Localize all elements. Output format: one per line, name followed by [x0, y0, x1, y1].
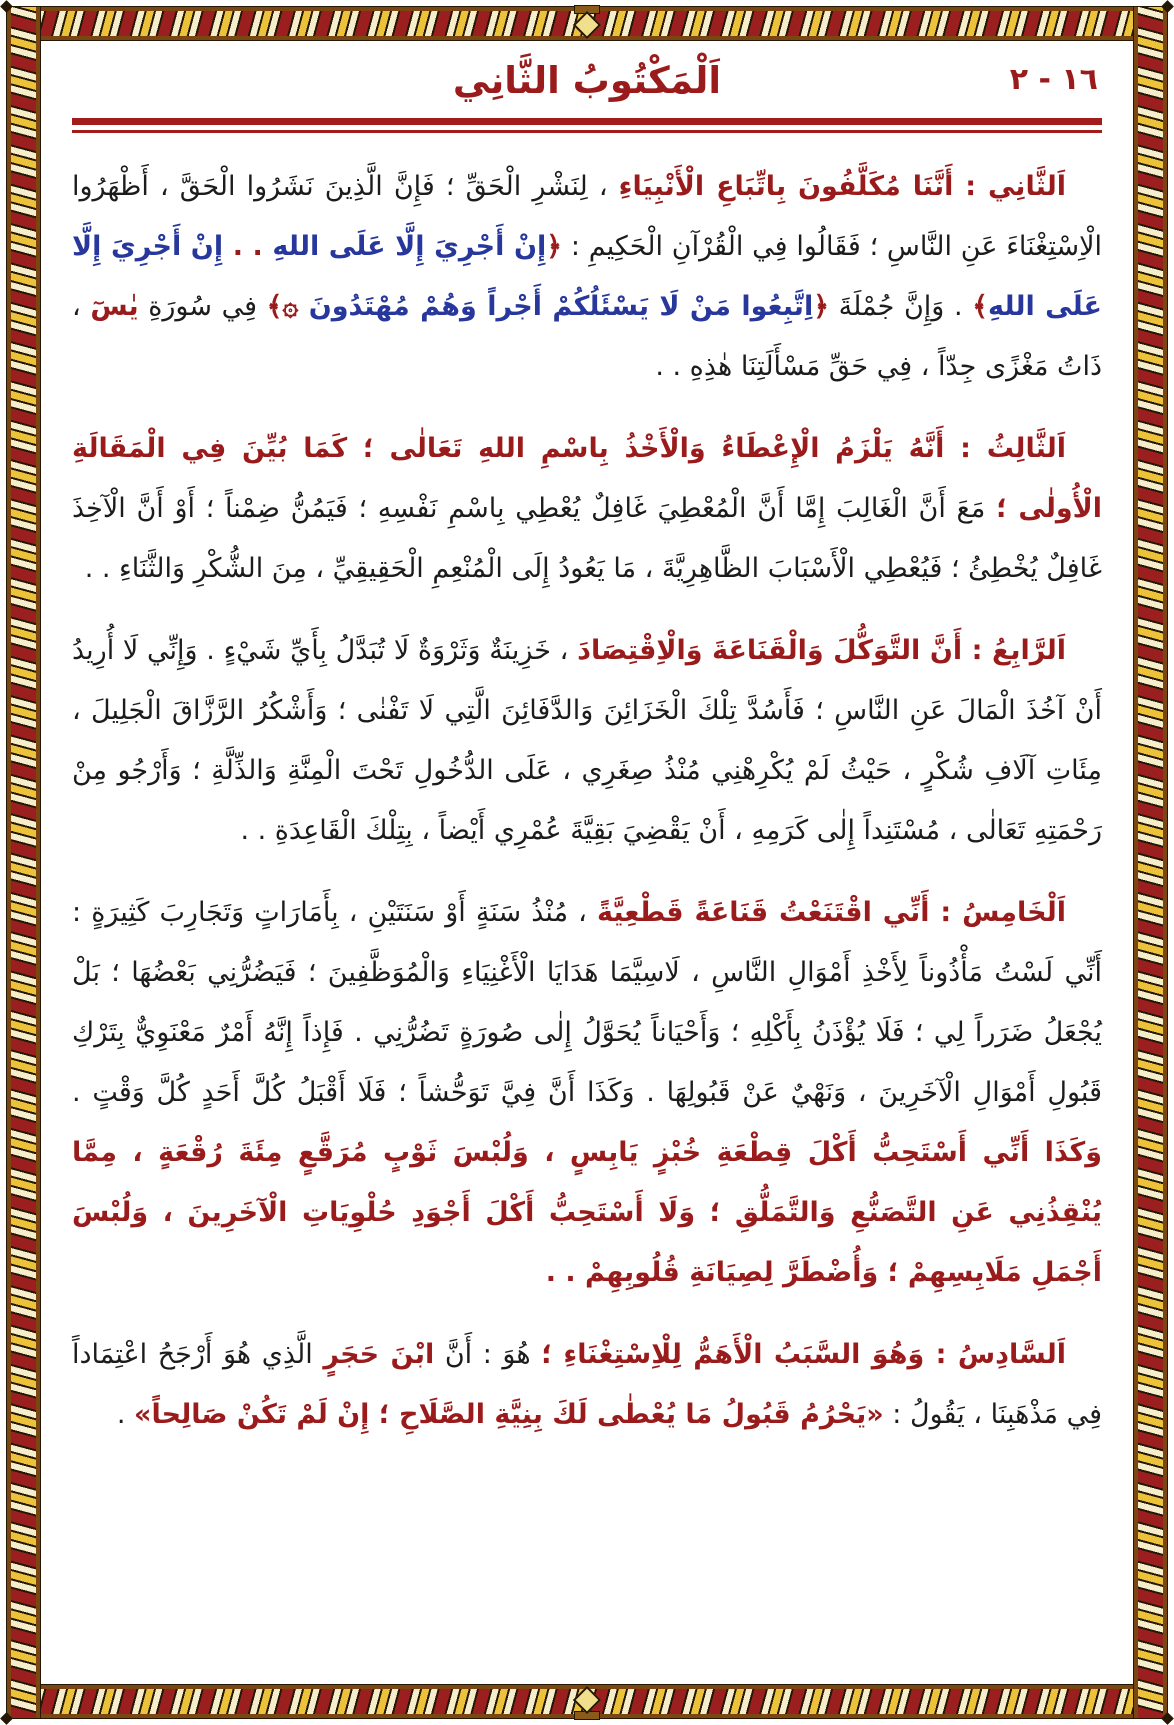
text-segment: ، مُنْذُ سَنَةٍ أَوْ سَنَتَيْنِ ، بِأَمَارَاتٍ وَتَجَارِبَ كَثِيرَةٍ : أَنِّي لَسْتُ مَأْذُوناً لِأَخْذِ أَمْوَالِ النَّاسِ ، لَاسِيَّمَا هَدَايَا الْأَغْنِيَاءِ وَالْمُوَظَّفِينَ ؛ فَيَضُرُّنِي بَعْضُهَا ؛ بَلْ يُجْعَلُ ضَرَراً لِي ؛ فَلَا يُؤْذَنُ بِأَكْلِهِ ؛ وَأَحْيَاناً يُحَوَّلُ إِلٰى صُورَةٍ تَضُرُّنِي . فَإِذاً إِنَّهُ أَمْرٌ مَعْنَوِيٌّ بِتَرْكِ قَبُولِ أَمْوَالِ الْآخَرِينَ ، وَنَهْيٌ عَنْ قَبُولِهَا . وَكَذَا أَنَّ فِيَّ تَوَحُّشاً ؛ فَلَا أَقْبَلُ كُلَّ أَحَدٍ كُلَّ وَقْتٍ .	[72, 897, 1102, 1108]
paragraph-point-sixth	[72, 1325, 1102, 1445]
paragraph-point-fourth	[72, 621, 1102, 861]
text-segment: ﴾	[972, 291, 988, 322]
text-segment: اَلثَّالِثُ : أَنَّهُ يَلْزَمُ الْإِعْطَاءُ وَالْأَخْذُ بِاسْمِ اللهِ تَعَالٰى ؛ كَمَا بُيِّنَ فِي الْمَقَالَةِ الْأُولٰى ؛	[72, 433, 1102, 524]
page-header	[72, 52, 1102, 110]
text-segment: ﴿	[813, 291, 830, 322]
text-segment: «يَحْرُمُ قَبُولُ مَا يُعْطٰى لَكَ بِنِيَّةِ الصَّلَاحِ ؛ إِنْ لَمْ تَكُنْ صَالِحاً»	[134, 1399, 884, 1430]
text-segment: ﴿	[546, 231, 563, 262]
text-segment: فِي سُورَةِ	[138, 291, 267, 322]
text-segment: مَعَ أَنَّ الْغَالِبَ إِمَّا أَنَّ الْمُعْطِيَ غَافِلٌ يُعْطِي بِاسْمِ نَفْسِهِ ؛ فَيَمُنُّ ضِمْناً ؛ أَوْ أَنَّ الْآخِذَ غَافِلٌ يُخْطِئُ ؛ فَيُعْطِي الْأَسْبَابَ الظَّاهِرِيَّةَ ، مَا يَعُودُ إِلَى الْمُنْعِمِ الْحَقِيقِيِّ ، مِنَ الشُّكْرِ وَالثَّنَاءِ . .	[72, 493, 1102, 584]
text-segment: ، خَزِينَةٌ وَثَرْوَةٌ لَا تُبَدَّلُ بِأَيِّ شَيْءٍ . وَإِنِّي لَا أُرِيدُ أَنْ آخُذَ الْمَالَ عَنِ النَّاسِ ؛ فَأَسُدَّ تِلْكَ الْخَزَائِنَ وَالدَّفَائِنَ الَّتِي لَا تَفْنٰى ؛ وَأَشْكُرُ الرَّزَّاقَ الْجَلِيلَ ، مِئَاتِ آلَافِ شُكْرٍ ، حَيْثُ لَمْ يُكْرِهْنِي مُنْذُ صِغَرِي ، عَلَى الدُّخُولِ تَحْتَ الْمِنَّةِ وَالذِّلَّةِ ؛ وَأَرْجُو مِنْ رَحْمَتِهِ تَعَالٰى ، مُسْتَنِداً إِلٰى كَرَمِهِ ، أَنْ يَقْضِيَ بَقِيَّةَ عُمْرِي أَيْضاً ، بِتِلْكَ الْقَاعِدَةِ . .	[72, 635, 1102, 846]
text-segment: إِنْ أَجْرِيَ إِلَّا عَلَى اللهِ	[272, 231, 547, 262]
page-number: ١٦ - ٢	[1009, 62, 1098, 97]
text-segment: اَلْخَامِسُ : أَنِّي اقْتَنَعْتُ قَنَاعَةً قَطْعِيَّةً	[596, 897, 1066, 928]
frame-left-border	[7, 7, 40, 1718]
text-segment: . وَإِنَّ جُمْلَةَ	[829, 291, 973, 322]
text-segment: .	[116, 1399, 135, 1430]
text-segment: اِتَّبِعُوا مَنْ لَا يَسْئَلُكُمْ أَجْراً وَهُمْ مُهْتَدُونَ	[308, 291, 814, 322]
text-segment: اَلرَّابِعُ : أَنَّ التَّوَكُّلَ وَالْقَنَاعَةَ وَالْاِقْتِصَادَ	[577, 635, 1066, 666]
text-segment: يٰسٓ	[90, 291, 139, 322]
page-title: اَلْمَكْتُوبُ الثَّانِي	[452, 59, 722, 102]
page-content	[72, 52, 1102, 1669]
paragraph-point-third	[72, 419, 1102, 599]
text-segment: الَّذِي هُوَ أَرْجَحُ اعْتِمَاداً فِي مَذْهَبِنَا ، يَقُولُ :	[72, 1339, 1102, 1430]
text-segment: وَكَذَا أَنِّي أَسْتَحِبُّ أَكْلَ قِطْعَةِ خُبْزٍ يَابِسٍ ، وَلُبْسَ ثَوْبٍ مُرَقَّعٍ مِئَةَ رُقْعَةٍ ، مِمَّا يُنْقِذُنِي عَنِ التَّصَنُّعِ وَالتَّمَلُّقِ ؛ وَلَا أَسْتَحِبُّ أَكْلَ أَجْوَدِ حُلْوِيَاتِ الْآخَرِينَ ، وَلُبْسَ أَجْمَلِ مَلَابِسِهِمْ ؛ وَأُضْطَرَّ لِصِيَانَةِ قُلُوبِهِمْ . .	[72, 1137, 1102, 1288]
text-segment: اَلثَّانِي : أَنَّنَا مُكَلَّفُونَ بِاتِّبَاعِ الْأَنْبِيَاءِ	[618, 171, 1066, 202]
text-segment: ابْنَ حَجَرٍ	[323, 1339, 435, 1370]
text-segment: ، لِنَشْرِ الْحَقِّ ؛ فَإِنَّ الَّذِينَ نَشَرُوا الْحَقَّ ، أَظْهَرُوا الْاِسْتِغْنَاءَ عَنِ النَّاسِ ؛ فَقَالُوا فِي الْقُرْآنِ الْحَكِيمِ :	[72, 171, 1102, 262]
text-segment: ۞﴾	[266, 291, 309, 322]
text-segment: ، ذَاتُ مَغْزًى جِدّاً ، فِي حَقِّ مَسْأَلَتِنَا هٰذِهِ . .	[72, 291, 1102, 382]
paragraph-point-fifth	[72, 883, 1102, 1303]
body-paragraphs	[72, 157, 1102, 1445]
header-divider	[72, 118, 1102, 133]
text-segment: هُوَ : أَنَّ	[434, 1339, 542, 1370]
text-segment: . .	[223, 231, 273, 262]
paragraph-point-second	[72, 157, 1102, 397]
text-segment: إِنْ أَجْرِيَ إِلَّا عَلَى اللهِ	[72, 231, 1102, 322]
text-segment: اَلسَّادِسُ : وَهُوَ السَّبَبُ الْأَهَمُّ لِلْاِسْتِغْنَاءِ ؛	[541, 1339, 1066, 1370]
frame-right-border	[1134, 7, 1167, 1718]
